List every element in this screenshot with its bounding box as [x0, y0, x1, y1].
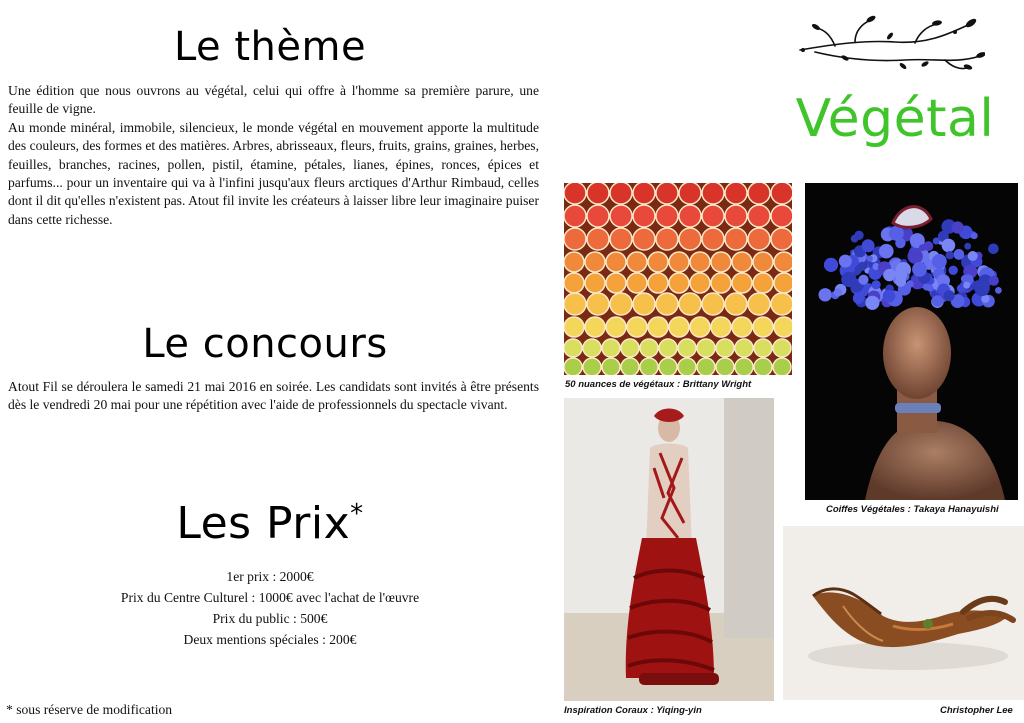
prize-list [90, 566, 450, 650]
theme-heading: Le thème [173, 24, 367, 70]
theme-paragraph-2: Au monde minéral, immobile, silencieux, le monde végétal en mouvement apporte la multitude des couleurs, des formes et des matières. Arbres, abrisseaux, fleurs, fruits, grains, graines, herbes, feuilles, branches, racines, pollen, pistil, étamine, pétales, lianes, épines, ronces, épices et parfums... pour un inventaire qui va à l'infini jusqu'aux fleurs arctiques d'Arthur Rimbaud, celles dont il dit qu'elles n'existent pas. Atout fil invite les créateurs à laisser libre leur imaginaire puiser dans cette richesse. [8, 119, 539, 227]
prize-item: Prix du Centre Culturel : 1000€ avec l'achat de l'œuvre [120, 590, 420, 605]
concours-heading: Le concours [142, 321, 388, 367]
prix-title: Les Prix [176, 498, 351, 549]
concours-text: Atout Fil se déroulera le samedi 21 mai 2016 en soirée. Les candidats sont invités à être présents dès le vendredi 20 mai pour une répétition avec l'aide de professionnels du spectacle vivant. [8, 379, 539, 413]
prize-item: Deux mentions spéciales : 200€ [183, 632, 357, 647]
citrus-caption: 50 nuances de végétaux : Brittany Wright [565, 379, 752, 390]
vine-ornament-icon [795, 6, 985, 76]
prix-heading [160, 496, 380, 552]
theme-text [8, 82, 539, 229]
wood-sculpture-photo [783, 526, 1024, 700]
theme-paragraph-1: Une édition que nous ouvrons au végétal, celui qui offre à l'homme sa première parure, une feuille de vigne. [8, 83, 539, 117]
floral-headdress-photo [805, 183, 1018, 500]
prize-item: 1er prix : 2000€ [226, 569, 314, 584]
runway-caption: Inspiration Coraux : Yiqing-yin [564, 705, 702, 716]
sculpture-caption: Christopher Lee [940, 705, 1013, 716]
vegetal-title: Végétal [795, 89, 995, 149]
prix-asterisk: * [350, 499, 364, 529]
citrus-photo [564, 183, 792, 375]
prize-item: Prix du public : 500€ [212, 611, 328, 626]
floral-caption: Coiffes Végétales : Takaya Hanayuishi [826, 504, 999, 515]
footnote: * sous réserve de modification [6, 702, 173, 717]
runway-photo [564, 398, 774, 701]
